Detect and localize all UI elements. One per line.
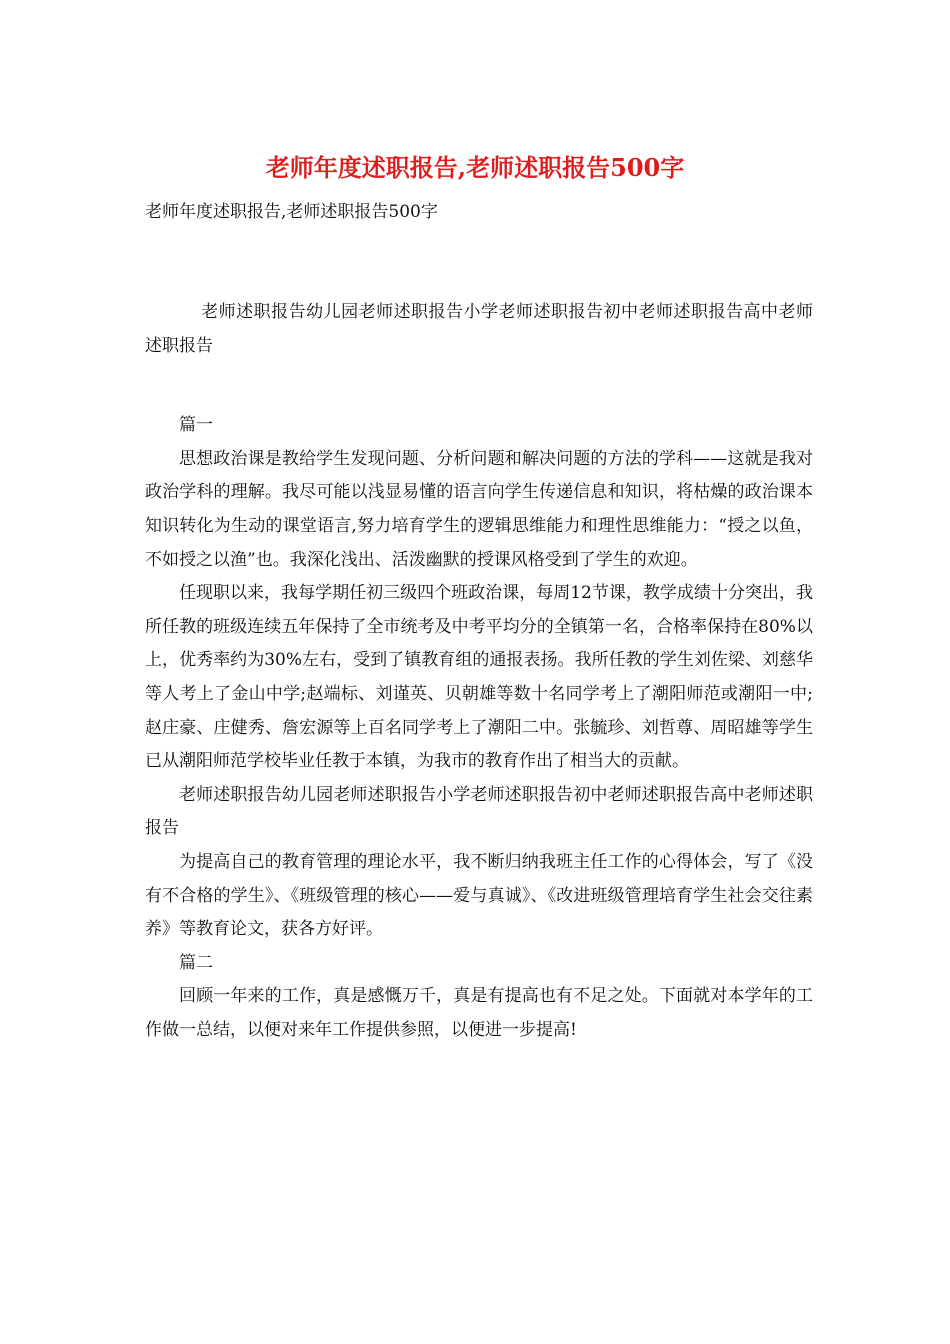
intro-paragraph: 老师述职报告幼儿园老师述职报告小学老师述职报告初中老师述职报告高中老师述职报告 [145, 302, 813, 356]
document-title: 老师年度述职报告,老师述职报告500字 [265, 153, 685, 182]
spacer [145, 363, 813, 409]
document-subtitle: 老师年度述职报告,老师述职报告500字 [145, 202, 438, 222]
section-heading-1: 篇一 [179, 415, 213, 436]
paragraph: 回顾一年来的工作，真是感慨万千，真是有提高也有不足之处。下面就对本学年的工作做一总结，以便对来年工作提供参照，以便进一步提高! [145, 986, 813, 1040]
paragraph: 为提高自己的教育管理的理论水平，我不断归纳我班主任工作的心得体会，写了《没有不合格的学生》、《班级管理的核心——爱与真诚》、《改进班级管理培育学生社会交往素养》等教育论文，获各方好评。 [145, 851, 813, 940]
section-heading-2: 篇二 [179, 952, 213, 973]
document-body [145, 296, 813, 1047]
paragraph: 任现职以来，我每学期任初三级四个班政治课，每周12节课，教学成绩十分突出，我所任教的班级连续五年保持了全市统考及中考平均分的全镇第一名，合格率保持在80%以上，优秀率约为30%左右，受到了镇教育组的通报表扬。我所任教的学生刘佐梁、刘慈华等人考上了金山中学;赵端标、刘谨英、贝朝雄等数十名同学考上了潮阳师范或潮阳一中;赵庄豪、庄健秀、詹宏源等上百名同学考上了潮阳二中。张毓珍、刘哲尊、周昭雄等学生已从潮阳师范学校毕业任教于本镇，为我市的教育作出了相当大的贡献。 [145, 583, 813, 772]
paragraph: 老师述职报告幼儿园老师述职报告小学老师述职报告初中老师述职报告高中老师述职报告 [145, 784, 813, 839]
paragraph: 思想政治课是教给学生发现问题、分析问题和解决问题的方法的学科——这就是我对政治学科的理解。我尽可能以浅显易懂的语言向学生传递信息和知识，将枯燥的政治课本知识转化为生动的课堂语言,努力培育学生的逻辑思维能力和理性思维能力：“授之以鱼，不如授之以渔”也。我深化浅出、活泼幽默的授课风格受到了学生的欢迎。 [145, 448, 813, 570]
